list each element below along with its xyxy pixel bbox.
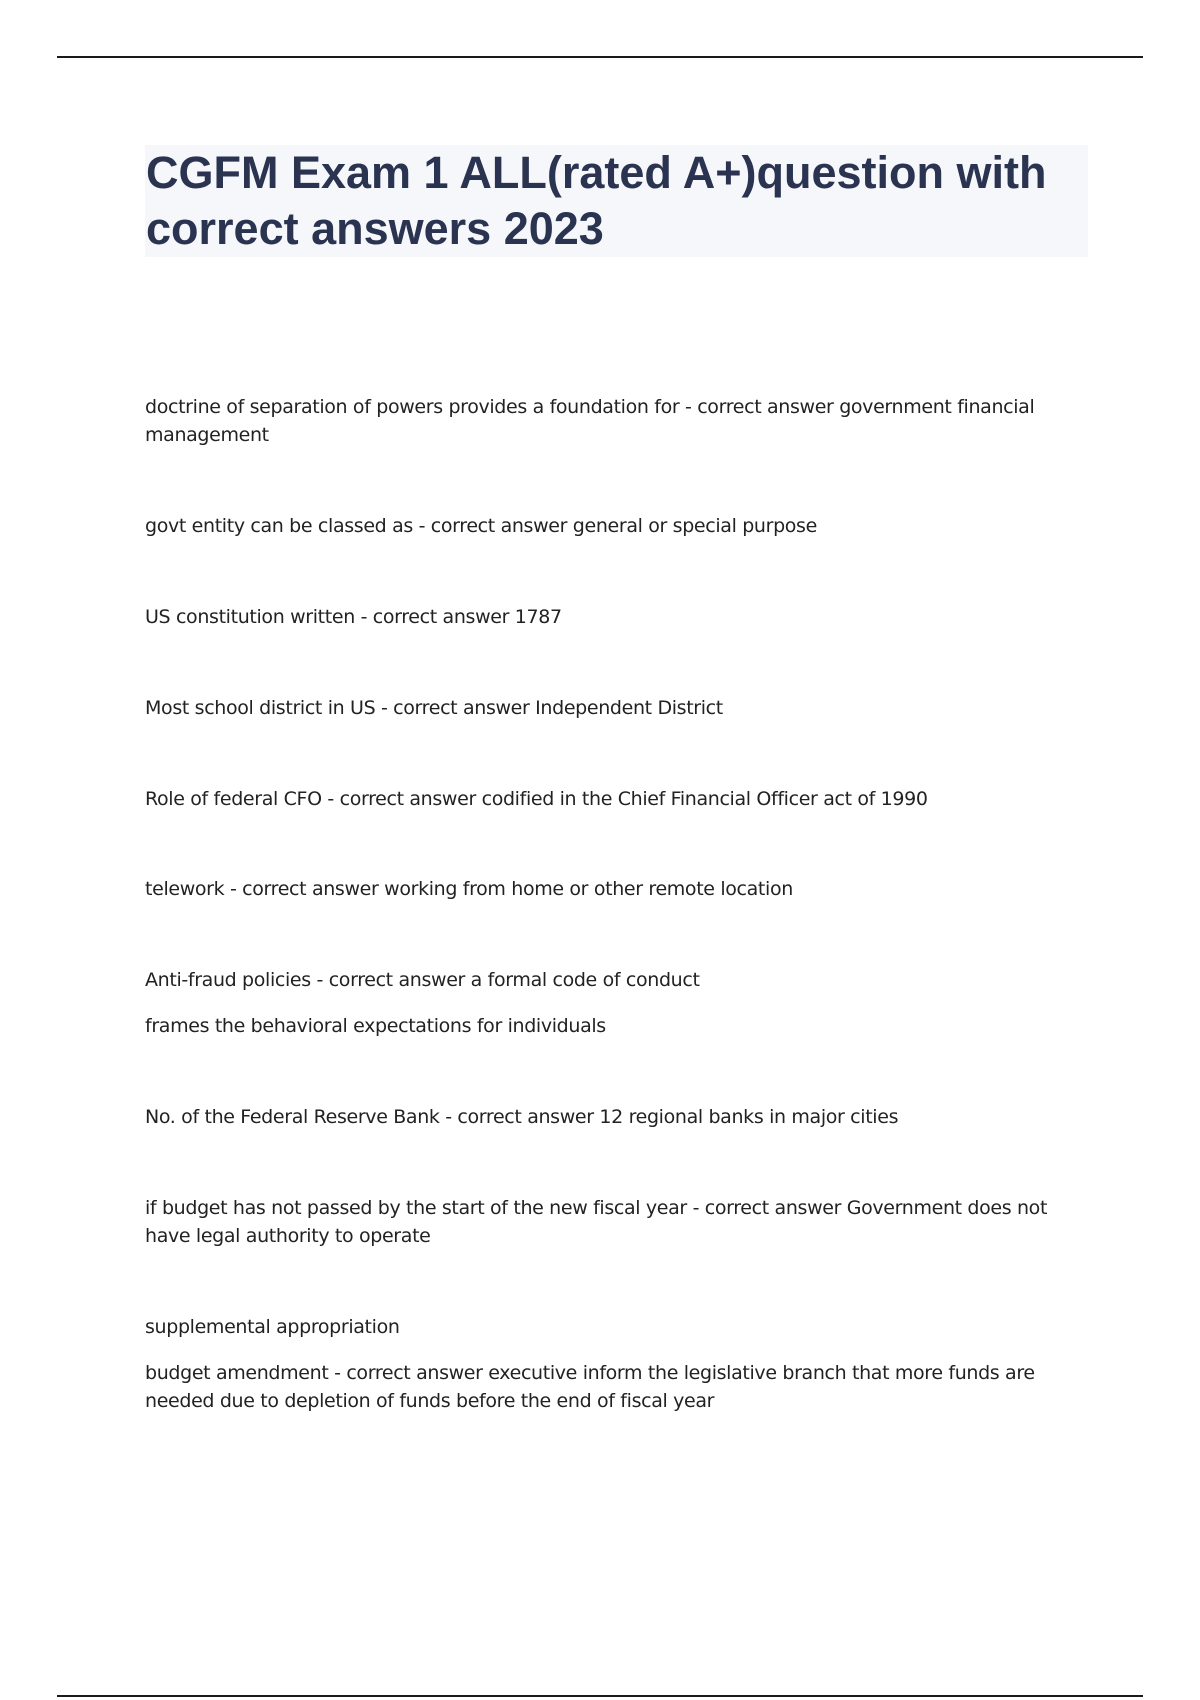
qa-item: doctrine of separation of powers provides a foundation for - correct answer government financial management (145, 396, 1035, 446)
qa-item: supplemental appropriation (145, 1316, 400, 1338)
qa-item: telework - correct answer working from home or other remote location (145, 878, 793, 900)
qa-item: US constitution written - correct answer 1787 (145, 606, 562, 628)
qa-item: budget amendment - correct answer executive inform the legislative branch that more funds are needed due to depletion of funds before the end of fiscal year (145, 1362, 1035, 1412)
qa-item: Most school district in US - correct answer Independent District (145, 697, 723, 719)
bottom-rule (57, 1695, 1143, 1697)
qa-item: No. of the Federal Reserve Bank - correct answer 12 regional banks in major cities (145, 1106, 899, 1128)
top-rule (57, 56, 1143, 58)
qa-item: Role of federal CFO - correct answer codified in the Chief Financial Officer act of 1990 (145, 788, 928, 810)
qa-item: Anti-fraud policies - correct answer a formal code of conduct (145, 969, 700, 991)
qa-item: govt entity can be classed as - correct answer general or special purpose (145, 515, 817, 537)
qa-item-continuation: frames the behavioral expectations for individuals (145, 1015, 606, 1037)
document-title: CGFM Exam 1 ALL(rated A+)question with correct answers 2023 (146, 147, 1047, 254)
qa-item: if budget has not passed by the start of the new fiscal year - correct answer Government does not have legal authority to operate (145, 1197, 1048, 1247)
